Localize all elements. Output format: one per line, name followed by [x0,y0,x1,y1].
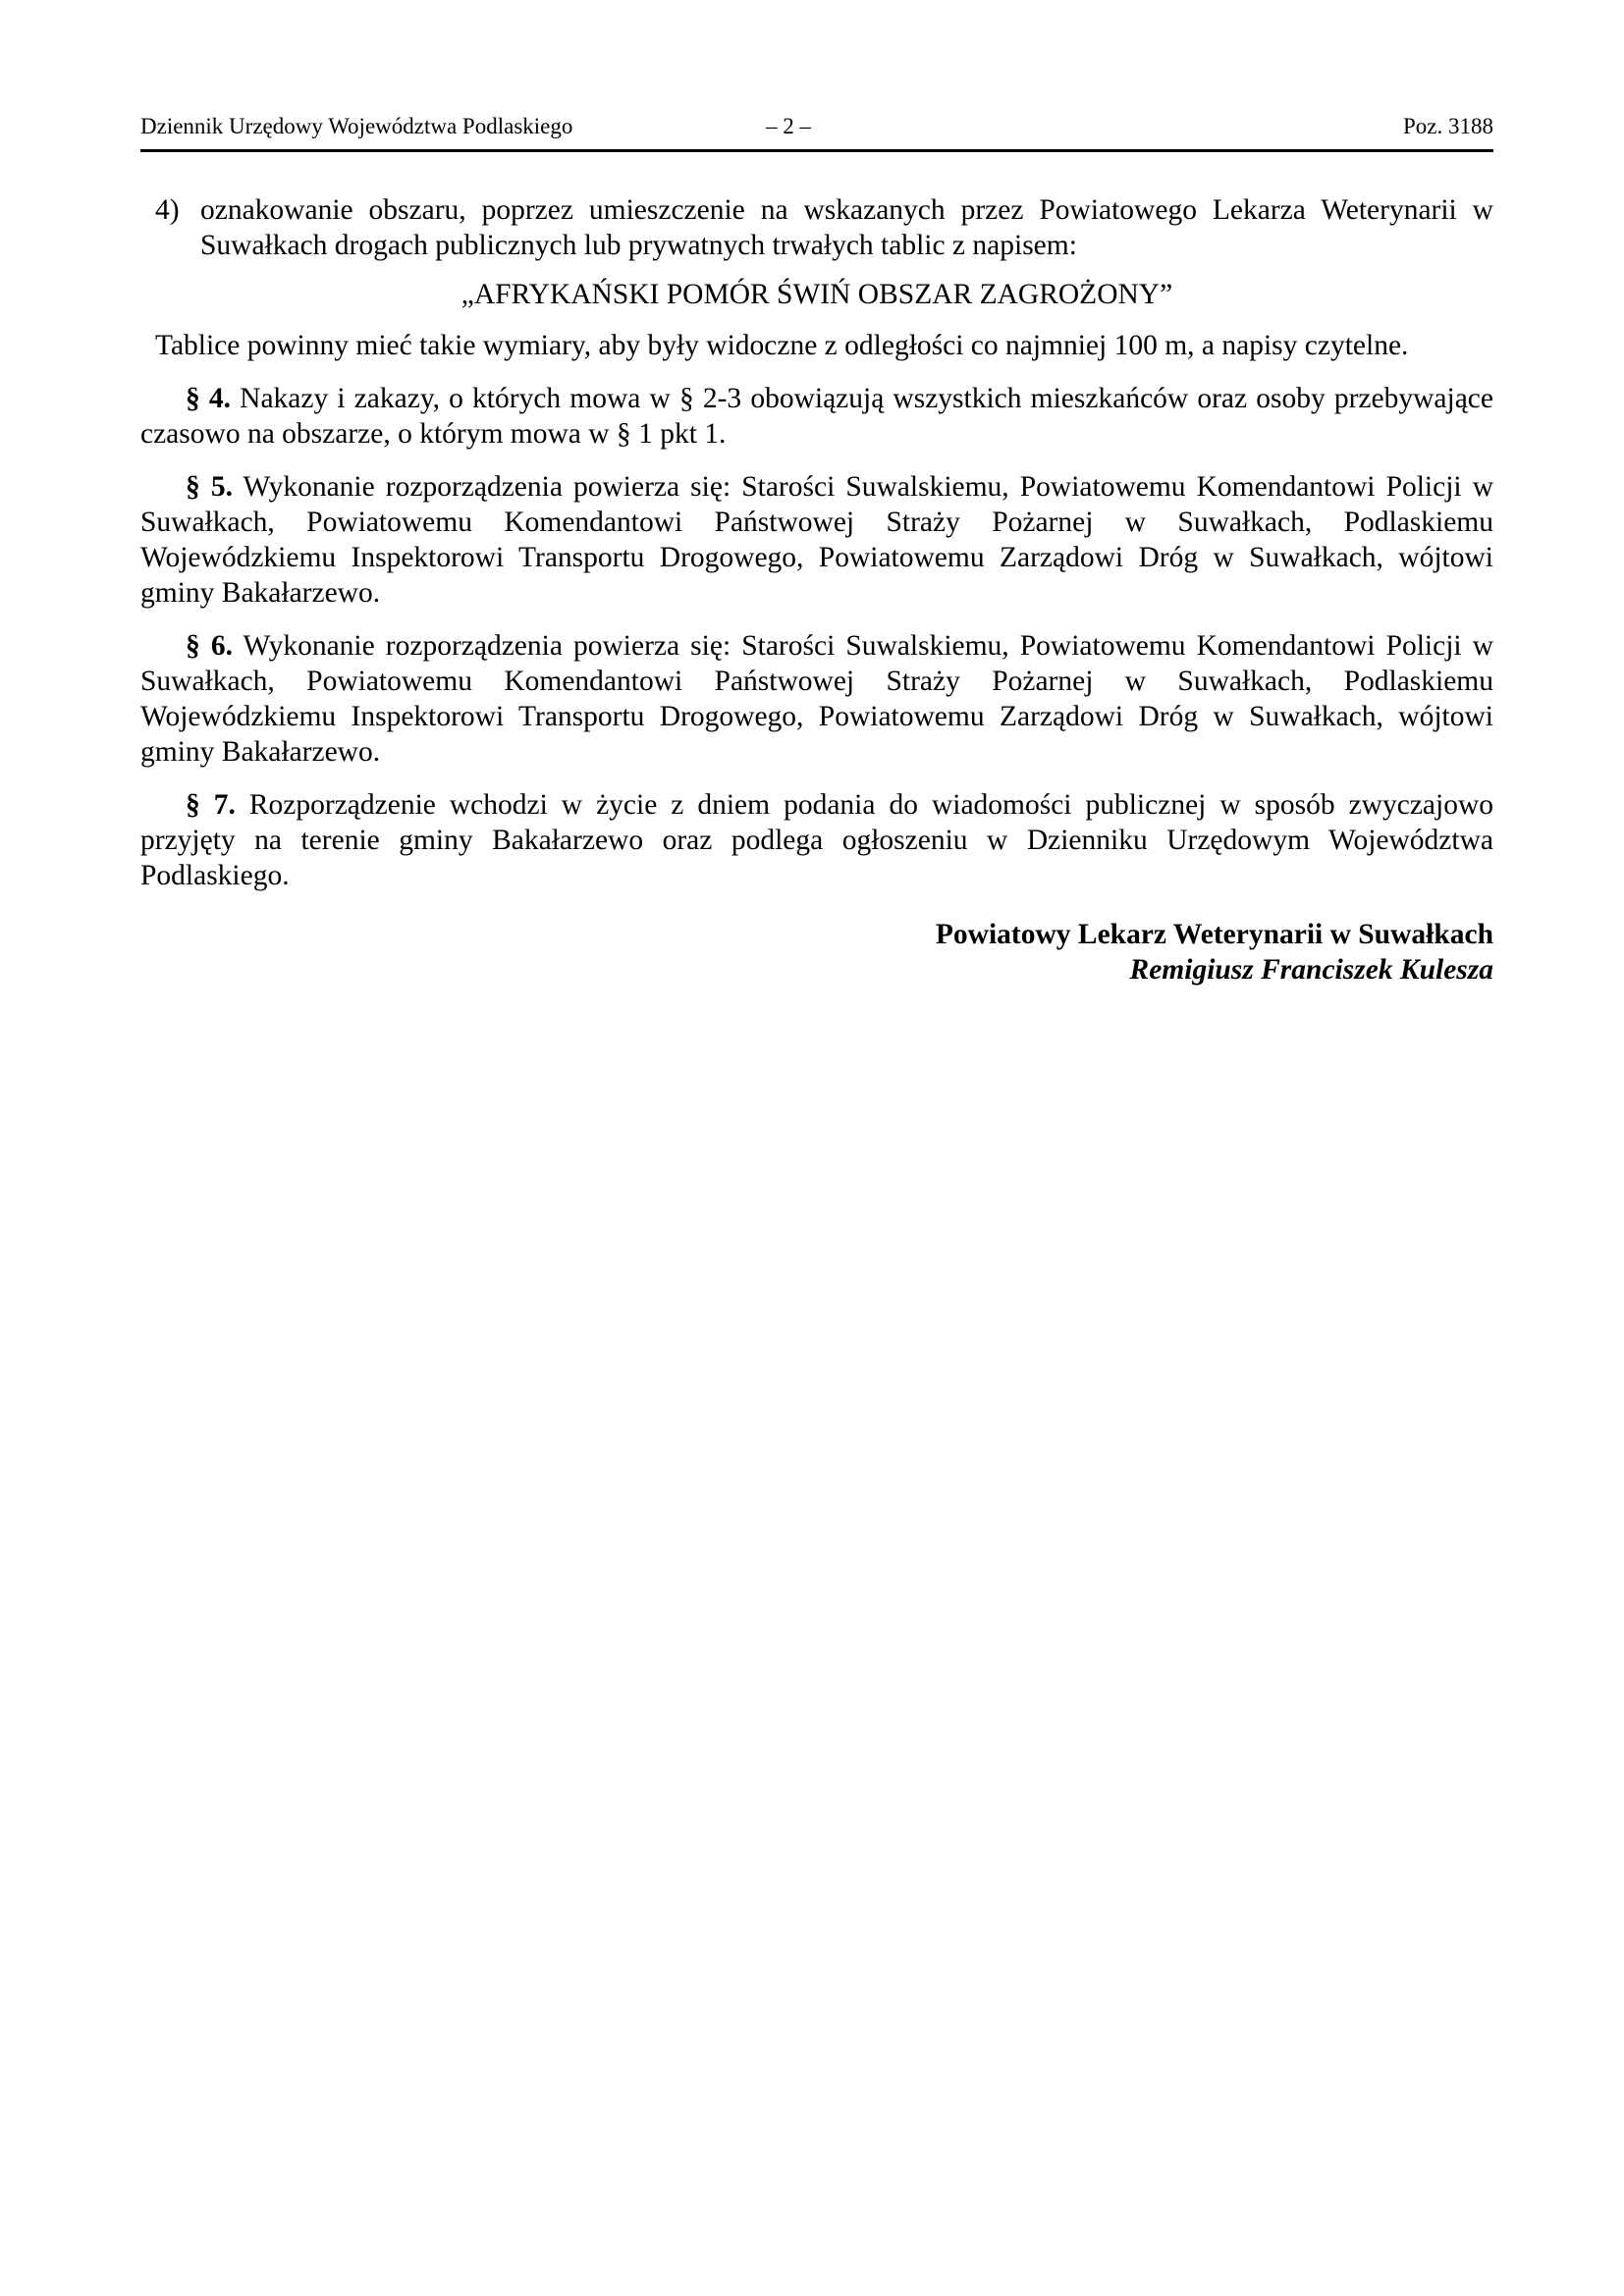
signatory-name: Remigiusz Franciszek Kulesza [1129,954,1493,986]
signatory-title: Powiatowy Lekarz Weterynarii w Suwałkach [935,919,1493,950]
paragraph-4 [140,381,1493,452]
paragraph-label: § 4. [186,383,232,414]
paragraph-label: § 6. [186,630,233,662]
paragraph-7 [140,787,1493,893]
position-number: Poz. 3188 [1403,114,1493,138]
page-number: – 2 – [766,114,811,138]
page-header [140,110,1493,152]
paragraph-text: Rozporządzenie wchodzi w życie z dniem podania do wiadomości publicznej w sposób zwyczajowo przyjęty na terenie gminy Bakałarzewo oraz podlega ogłoszeniu w Dzienniku Urzędowym Województwa Podlaskiego. [140,789,1494,891]
journal-title: Dziennik Urzędowy Województwa Podlaskiego [140,114,573,138]
list-item-text: oznakowanie obszaru, poprzez umieszczenie na wskazanych przez Powiatowego Lekarza Weterynarii w Suwałkach drogach publicznych lub prywatnych trwałych tablic z napisem: [200,194,1493,261]
paragraph-5 [140,469,1493,611]
document-body [140,192,1493,988]
paragraph-label: § 7. [186,789,236,821]
paragraph-text: Nakazy i zakazy, o których mowa w § 2-3 obowiązują wszystkich mieszkańców oraz osoby przebywające czasowo na obszarze, o którym mowa w § 1 pkt 1. [140,383,1493,450]
list-item-number: 4) [155,194,180,226]
paragraph-text: Wykonanie rozporządzenia powierza się: Starości Suwalskiemu, Powiatowemu Komendantowi Policji w Suwałkach, Powiatowemu Komendantowi Państwowej Straży Pożarnej w Suwałkach, Podlaskiemu Wojewódzkiemu Inspektorowi Transportu Drogowego, Powiatowemu Zarządowi Dróg w Suwałkach, wójtowi gminy Bakałarzewo. [140,630,1493,768]
signature-block [140,917,1493,988]
sign-dimensions-note: Tablice powinny mieć takie wymiary, aby były widoczne z odległości co najmniej 100 m, a napisy czytelne. [155,330,1409,361]
list-item-4 [140,192,1493,263]
paragraph-6 [140,628,1493,770]
sign-slogan: „AFRYKAŃSKI POMÓR ŚWIŃ OBSZAR ZAGROŻONY” [460,279,1173,310]
paragraph-label: § 5. [186,471,233,503]
paragraph-text: Wykonanie rozporządzenia powierza się: Starości Suwalskiemu, Powiatowemu Komendantowi Policji w Suwałkach, Powiatowemu Komendantowi Państwowej Straży Pożarnej w Suwałkach, Podlaskiemu Wojewódzkiemu Inspektorowi Transportu Drogowego, Powiatowemu Zarządowi Dróg w Suwałkach, wójtowi gminy Bakałarzewo. [140,471,1493,609]
